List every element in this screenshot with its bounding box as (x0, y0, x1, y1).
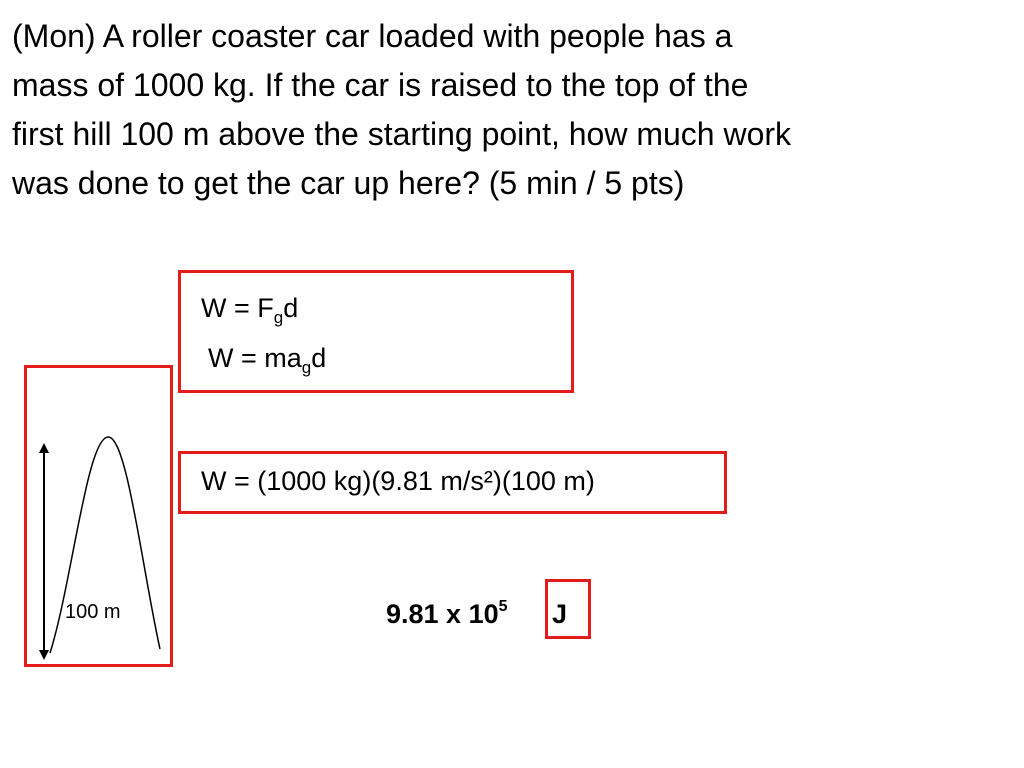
work-formula-magd (208, 343, 327, 377)
formula-2-rhs: d (311, 343, 327, 373)
answer-unit-box (545, 579, 591, 639)
height-label: 100 m (65, 601, 121, 623)
work-formula-box (178, 270, 574, 393)
formula-1-subscript: g (273, 308, 284, 327)
hill-diagram-box (24, 365, 173, 667)
formula-2-subscript: g (301, 358, 312, 377)
substitution-equation: W = (1000 kg)(9.81 m/s²)(100 m) (201, 466, 595, 496)
answer-mantissa: 9.81 x 10 (386, 599, 499, 629)
question-text (12, 12, 1012, 208)
question-line-2: mass of 1000 kg. If the car is raised to the top of the (12, 67, 749, 103)
answer-value (386, 599, 508, 630)
formula-1-lhs: W = F (201, 293, 274, 323)
answer-exponent: 5 (498, 598, 508, 615)
formula-2-lhs: W = ma (208, 343, 302, 373)
question-line-4: was done to get the car up here? (5 min / 5 pts) (12, 165, 685, 201)
question-line-1: (Mon) A roller coaster car loaded with people has a (12, 18, 733, 54)
formula-1-rhs: d (283, 293, 299, 323)
question-line-3: first hill 100 m above the starting point, how much work (12, 116, 792, 152)
answer-unit: J (552, 599, 568, 629)
substitution-box (178, 451, 727, 514)
work-formula-fgd (201, 293, 299, 327)
